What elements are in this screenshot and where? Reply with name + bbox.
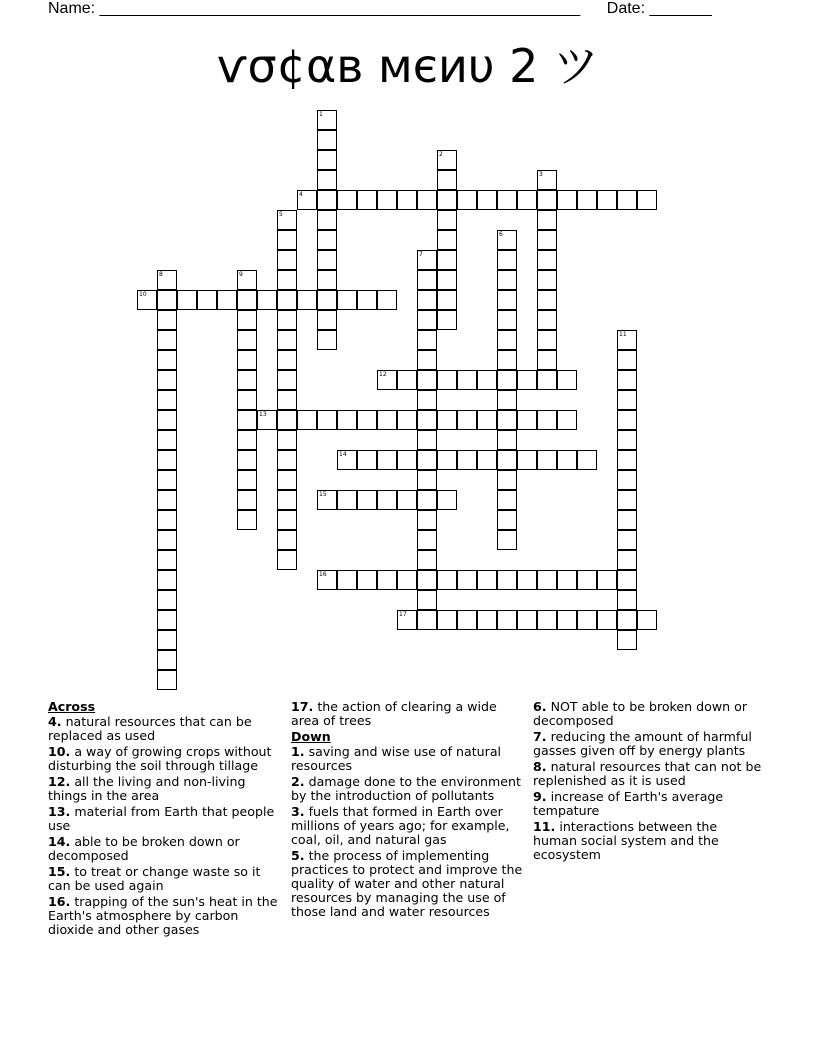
grid-cell[interactable] — [517, 410, 537, 430]
clue-down-9 — [533, 790, 765, 818]
grid-cell[interactable] — [297, 190, 317, 210]
grid-cell[interactable] — [437, 170, 457, 190]
grid-cell[interactable] — [317, 250, 337, 270]
grid-cell[interactable] — [397, 190, 417, 210]
grid-cell[interactable] — [417, 610, 437, 630]
across-heading: Across — [48, 699, 96, 714]
grid-cell[interactable] — [417, 510, 437, 530]
clue-down-6 — [533, 700, 765, 728]
grid-cell[interactable] — [157, 370, 177, 390]
grid-cell[interactable] — [217, 290, 237, 310]
grid-cell[interactable] — [537, 250, 557, 270]
grid-cell[interactable] — [617, 630, 637, 650]
grid-cell[interactable] — [497, 330, 517, 350]
clue-down-5 — [291, 849, 523, 919]
cell-number: 2 — [439, 151, 443, 158]
grid-cell[interactable] — [317, 150, 337, 170]
grid-cell[interactable] — [497, 450, 517, 470]
grid-cell[interactable] — [357, 290, 377, 310]
name-label: Name: — [48, 0, 96, 17]
grid-cell[interactable] — [277, 350, 297, 370]
grid-cell[interactable] — [277, 510, 297, 530]
grid-cell[interactable] — [437, 270, 457, 290]
grid-cell[interactable] — [417, 470, 437, 490]
grid-cell[interactable] — [237, 390, 257, 410]
grid-cell[interactable] — [597, 570, 617, 590]
clue-text: damage done to the environment by the introduction of pollutants — [291, 774, 521, 803]
grid-cell[interactable] — [277, 230, 297, 250]
grid-cell[interactable] — [557, 190, 577, 210]
grid-cell[interactable] — [437, 150, 457, 170]
grid-cell[interactable] — [317, 210, 337, 230]
grid-cell[interactable] — [417, 530, 437, 550]
cell-number: 5 — [279, 211, 283, 218]
grid-cell[interactable] — [357, 190, 377, 210]
grid-cell[interactable] — [277, 490, 297, 510]
name-blank[interactable]: ______________________________________________________ — [99, 0, 581, 17]
grid-cell[interactable] — [497, 410, 517, 430]
grid-cell[interactable] — [377, 490, 397, 510]
grid-cell[interactable] — [437, 310, 457, 330]
grid-cell[interactable] — [617, 410, 637, 430]
grid-cell[interactable] — [417, 430, 437, 450]
clue-across-4 — [48, 715, 280, 743]
grid-cell[interactable] — [617, 510, 637, 530]
cell-number: 13 — [259, 411, 267, 418]
clue-across-14 — [48, 835, 280, 863]
grid-cell[interactable] — [377, 190, 397, 210]
grid-cell[interactable] — [237, 350, 257, 370]
grid-cell[interactable] — [437, 370, 457, 390]
grid-cell[interactable] — [317, 290, 337, 310]
grid-cell[interactable] — [537, 230, 557, 250]
grid-cell[interactable] — [617, 190, 637, 210]
grid-cell[interactable] — [457, 410, 477, 430]
grid-cell[interactable] — [617, 590, 637, 610]
page-title: ѵσ¢αв мєиυ 2 ツ — [216, 39, 600, 93]
clue-column-1 — [48, 700, 280, 939]
grid-cell[interactable] — [337, 190, 357, 210]
cell-number: 17 — [399, 611, 407, 618]
clue-column-3 — [533, 700, 765, 864]
clue-text: reducing the amount of harmful gasses given off by energy plants — [533, 729, 752, 758]
grid-cell[interactable] — [497, 610, 517, 630]
grid-cell[interactable] — [277, 470, 297, 490]
grid-cell[interactable] — [617, 330, 637, 350]
clue-down-2 — [291, 775, 523, 803]
grid-cell[interactable] — [157, 670, 177, 690]
grid-cell[interactable] — [437, 210, 457, 230]
grid-cell[interactable] — [277, 330, 297, 350]
grid-cell[interactable] — [617, 350, 637, 370]
grid-cell[interactable] — [577, 570, 597, 590]
down-heading: Down — [291, 729, 331, 744]
grid-cell[interactable] — [157, 430, 177, 450]
grid-cell[interactable] — [637, 190, 657, 210]
clue-text: saving and wise use of natural resources — [291, 744, 502, 773]
clue-down-8 — [533, 760, 765, 788]
grid-cell[interactable] — [437, 250, 457, 270]
grid-cell[interactable] — [497, 290, 517, 310]
cell-number: 1 — [319, 111, 323, 118]
grid-cell[interactable] — [237, 270, 257, 290]
grid-cell[interactable] — [277, 410, 297, 430]
grid-cell[interactable] — [417, 270, 437, 290]
grid-cell[interactable] — [317, 490, 337, 510]
cell-number: 7 — [419, 251, 423, 258]
grid-cell[interactable] — [477, 570, 497, 590]
grid-cell[interactable] — [277, 370, 297, 390]
clue-text: natural resources that can not be replenished as it is used — [533, 759, 762, 788]
clue-text: to treat or change waste so it can be used again — [48, 864, 261, 893]
grid-cell[interactable] — [317, 230, 337, 250]
grid-cell[interactable] — [557, 450, 577, 470]
grid-cell[interactable] — [157, 270, 177, 290]
clue-text: natural resources that can be replaced as used — [48, 714, 252, 743]
clue-text: the process of implementing practices to protect and improve the quality of water and other natural resources by managing the use of those land and water resources — [291, 848, 523, 919]
grid-cell[interactable] — [497, 190, 517, 210]
grid-cell[interactable] — [237, 510, 257, 530]
clue-number: 1. — [291, 744, 305, 759]
clue-number: 7. — [533, 729, 547, 744]
grid-cell[interactable] — [517, 370, 537, 390]
grid-cell[interactable] — [577, 450, 597, 470]
grid-cell[interactable] — [417, 350, 437, 370]
grid-cell[interactable] — [397, 370, 417, 390]
grid-cell[interactable] — [377, 570, 397, 590]
clue-down-3 — [291, 805, 523, 847]
cell-number: 6 — [499, 231, 503, 238]
grid-cell[interactable] — [617, 370, 637, 390]
grid-cell[interactable] — [237, 370, 257, 390]
grid-cell[interactable] — [157, 550, 177, 570]
grid-cell[interactable] — [337, 570, 357, 590]
grid-cell[interactable] — [357, 410, 377, 430]
clue-number: 15. — [48, 864, 71, 879]
grid-cell[interactable] — [537, 570, 557, 590]
grid-cell[interactable] — [157, 630, 177, 650]
grid-cell[interactable] — [357, 570, 377, 590]
clue-number: 13. — [48, 804, 71, 819]
grid-cell[interactable] — [457, 190, 477, 210]
grid-cell[interactable] — [157, 610, 177, 630]
grid-cell[interactable] — [417, 370, 437, 390]
grid-cell[interactable] — [397, 610, 417, 630]
grid-cell[interactable] — [397, 490, 417, 510]
clue-text: trapping of the sun's heat in the Earth's atmosphere by carbon dioxide and other gases — [48, 894, 278, 937]
grid-cell[interactable] — [317, 570, 337, 590]
grid-cell[interactable] — [477, 190, 497, 210]
grid-cell[interactable] — [637, 610, 657, 630]
grid-cell[interactable] — [477, 410, 497, 430]
grid-cell[interactable] — [237, 330, 257, 350]
cell-number: 9 — [239, 271, 243, 278]
clue-text: increase of Earth's average tempature — [533, 789, 724, 818]
grid-cell[interactable] — [497, 490, 517, 510]
clue-across-17 — [291, 700, 523, 728]
grid-cell[interactable] — [317, 330, 337, 350]
grid-cell[interactable] — [277, 310, 297, 330]
clue-number: 6. — [533, 699, 547, 714]
grid-cell[interactable] — [617, 530, 637, 550]
clue-number: 4. — [48, 714, 62, 729]
date-label: Date: — [606, 0, 646, 17]
grid-cell[interactable] — [497, 530, 517, 550]
grid-cell[interactable] — [237, 470, 257, 490]
grid-cell[interactable] — [297, 410, 317, 430]
grid-cell[interactable] — [377, 410, 397, 430]
date-blank[interactable]: _______ — [649, 0, 712, 17]
grid-cell[interactable] — [417, 250, 437, 270]
grid-cell[interactable] — [537, 350, 557, 370]
grid-cell[interactable] — [157, 570, 177, 590]
clue-number: 14. — [48, 834, 71, 849]
grid-cell[interactable] — [157, 390, 177, 410]
cell-number: 11 — [619, 331, 627, 338]
grid-cell[interactable] — [417, 410, 437, 430]
grid-cell[interactable] — [237, 490, 257, 510]
grid-cell[interactable] — [417, 390, 437, 410]
clue-text: interactions between the human social system and the ecosystem — [533, 819, 719, 862]
grid-cell[interactable] — [497, 510, 517, 530]
grid-cell[interactable] — [537, 450, 557, 470]
grid-cell[interactable] — [237, 430, 257, 450]
grid-cell[interactable] — [437, 570, 457, 590]
grid-cell[interactable] — [377, 450, 397, 470]
grid-cell[interactable] — [277, 250, 297, 270]
grid-cell[interactable] — [337, 410, 357, 430]
cell-number: 12 — [379, 371, 387, 378]
grid-cell[interactable] — [437, 610, 457, 630]
grid-cell[interactable] — [617, 430, 637, 450]
grid-cell[interactable] — [157, 530, 177, 550]
grid-cell[interactable] — [517, 610, 537, 630]
grid-cell[interactable] — [477, 370, 497, 390]
grid-cell[interactable] — [277, 430, 297, 450]
clue-down-11 — [533, 820, 765, 862]
grid-cell[interactable] — [557, 610, 577, 630]
grid-cell[interactable] — [257, 290, 277, 310]
grid-cell[interactable] — [517, 190, 537, 210]
grid-cell[interactable] — [417, 490, 437, 510]
grid-cell[interactable] — [497, 470, 517, 490]
grid-cell[interactable] — [317, 310, 337, 330]
grid-cell[interactable] — [157, 450, 177, 470]
clue-across-15 — [48, 865, 280, 893]
clue-number: 17. — [291, 699, 314, 714]
clue-number: 8. — [533, 759, 547, 774]
grid-cell[interactable] — [537, 170, 557, 190]
grid-cell[interactable] — [577, 610, 597, 630]
grid-cell[interactable] — [157, 590, 177, 610]
grid-cell[interactable] — [497, 310, 517, 330]
clue-number: 11. — [533, 819, 556, 834]
grid-cell[interactable] — [157, 330, 177, 350]
grid-cell[interactable] — [237, 290, 257, 310]
grid-cell[interactable] — [617, 570, 637, 590]
grid-cell[interactable] — [297, 290, 317, 310]
grid-cell[interactable] — [497, 390, 517, 410]
grid-cell[interactable] — [397, 570, 417, 590]
grid-cell[interactable] — [157, 410, 177, 430]
grid-cell[interactable] — [377, 370, 397, 390]
grid-cell[interactable] — [157, 490, 177, 510]
grid-cell[interactable] — [277, 270, 297, 290]
grid-cell[interactable] — [517, 570, 537, 590]
grid-cell[interactable] — [617, 450, 637, 470]
grid-cell[interactable] — [317, 110, 337, 130]
grid-cell[interactable] — [617, 550, 637, 570]
grid-cell[interactable] — [617, 470, 637, 490]
grid-cell[interactable] — [137, 290, 157, 310]
grid-cell[interactable] — [497, 350, 517, 370]
clue-number: 16. — [48, 894, 71, 909]
grid-cell[interactable] — [577, 190, 597, 210]
grid-cell[interactable] — [277, 450, 297, 470]
grid-cell[interactable] — [317, 270, 337, 290]
clue-text: material from Earth that people use — [48, 804, 275, 833]
grid-cell[interactable] — [337, 450, 357, 470]
grid-cell[interactable] — [417, 190, 437, 210]
grid-cell[interactable] — [197, 290, 217, 310]
grid-cell[interactable] — [417, 310, 437, 330]
clue-text: NOT able to be broken down or decomposed — [533, 699, 748, 728]
grid-cell[interactable] — [557, 570, 577, 590]
grid-cell[interactable] — [617, 390, 637, 410]
clue-number: 9. — [533, 789, 547, 804]
clue-column-2 — [291, 700, 523, 921]
grid-cell[interactable] — [437, 450, 457, 470]
grid-cell[interactable] — [437, 410, 457, 430]
grid-cell[interactable] — [317, 190, 337, 210]
grid-cell[interactable] — [537, 210, 557, 230]
grid-cell[interactable] — [417, 290, 437, 310]
grid-cell[interactable] — [497, 230, 517, 250]
grid-cell[interactable] — [597, 610, 617, 630]
grid-cell[interactable] — [157, 470, 177, 490]
grid-cell[interactable] — [317, 130, 337, 150]
grid-cell[interactable] — [537, 330, 557, 350]
grid-cell[interactable] — [537, 270, 557, 290]
grid-cell[interactable] — [357, 490, 377, 510]
clue-number: 12. — [48, 774, 71, 789]
grid-cell[interactable] — [357, 450, 377, 470]
grid-cell[interactable] — [617, 490, 637, 510]
clue-number: 10. — [48, 744, 71, 759]
grid-cell[interactable] — [497, 270, 517, 290]
grid-cell[interactable] — [477, 450, 497, 470]
grid-cell[interactable] — [237, 410, 257, 430]
grid-cell[interactable] — [537, 290, 557, 310]
clue-text: a way of growing crops without disturbing the soil through tillage — [48, 744, 272, 773]
grid-cell[interactable] — [317, 410, 337, 430]
grid-cell[interactable] — [157, 350, 177, 370]
grid-cell[interactable] — [437, 290, 457, 310]
grid-cell[interactable] — [157, 290, 177, 310]
grid-cell[interactable] — [497, 370, 517, 390]
grid-cell[interactable] — [477, 610, 497, 630]
grid-cell[interactable] — [277, 210, 297, 230]
grid-cell[interactable] — [277, 390, 297, 410]
clue-down-7 — [533, 730, 765, 758]
grid-cell[interactable] — [257, 410, 277, 430]
clue-text: the action of clearing a wide area of trees — [291, 699, 497, 728]
grid-cell[interactable] — [337, 490, 357, 510]
grid-cell[interactable] — [497, 250, 517, 270]
grid-cell[interactable] — [497, 430, 517, 450]
grid-cell[interactable] — [397, 410, 417, 430]
cell-number: 10 — [139, 291, 147, 298]
grid-cell[interactable] — [557, 410, 577, 430]
grid-cell[interactable] — [237, 450, 257, 470]
clue-text: fuels that formed in Earth over millions of years ago; for example, coal, oil, and natural gas — [291, 804, 510, 847]
cell-number: 4 — [299, 191, 303, 198]
grid-cell[interactable] — [337, 290, 357, 310]
grid-cell[interactable] — [597, 190, 617, 210]
cell-number: 14 — [339, 451, 347, 458]
clue-across-10 — [48, 745, 280, 773]
grid-cell[interactable] — [397, 450, 417, 470]
grid-cell[interactable] — [377, 290, 397, 310]
clue-down-1 — [291, 745, 523, 773]
clue-number: 5. — [291, 848, 305, 863]
grid-cell[interactable] — [177, 290, 197, 310]
clue-text: all the living and non-living things in the area — [48, 774, 246, 803]
grid-cell[interactable] — [437, 490, 457, 510]
grid-cell[interactable] — [457, 610, 477, 630]
grid-cell[interactable] — [417, 550, 437, 570]
grid-cell[interactable] — [537, 310, 557, 330]
grid-cell[interactable] — [417, 590, 437, 610]
cell-number: 16 — [319, 571, 327, 578]
clue-across-16 — [48, 895, 280, 937]
clue-number: 2. — [291, 774, 305, 789]
grid-cell[interactable] — [517, 450, 537, 470]
cell-number: 8 — [159, 271, 163, 278]
clue-across-12 — [48, 775, 280, 803]
grid-cell[interactable] — [317, 170, 337, 190]
cell-number: 3 — [539, 171, 543, 178]
grid-cell[interactable] — [457, 570, 477, 590]
grid-cell[interactable] — [537, 410, 557, 430]
clue-text: able to be broken down or decomposed — [48, 834, 240, 863]
clue-number: 3. — [291, 804, 305, 819]
grid-cell[interactable] — [417, 330, 437, 350]
grid-cell[interactable] — [617, 610, 637, 630]
grid-cell[interactable] — [417, 570, 437, 590]
grid-cell[interactable] — [437, 230, 457, 250]
grid-cell[interactable] — [157, 650, 177, 670]
grid-cell[interactable] — [537, 610, 557, 630]
grid-cell[interactable] — [157, 510, 177, 530]
grid-cell[interactable] — [157, 310, 177, 330]
grid-cell[interactable] — [557, 370, 577, 390]
grid-cell[interactable] — [457, 450, 477, 470]
grid-cell[interactable] — [537, 370, 557, 390]
cell-number: 15 — [319, 491, 327, 498]
grid-cell[interactable] — [457, 370, 477, 390]
clue-across-13 — [48, 805, 280, 833]
grid-cell[interactable] — [277, 290, 297, 310]
grid-cell[interactable] — [237, 310, 257, 330]
grid-cell[interactable] — [437, 190, 457, 210]
grid-cell[interactable] — [277, 550, 297, 570]
grid-cell[interactable] — [497, 570, 517, 590]
grid-cell[interactable] — [537, 190, 557, 210]
grid-cell[interactable] — [277, 530, 297, 550]
grid-cell[interactable] — [417, 450, 437, 470]
